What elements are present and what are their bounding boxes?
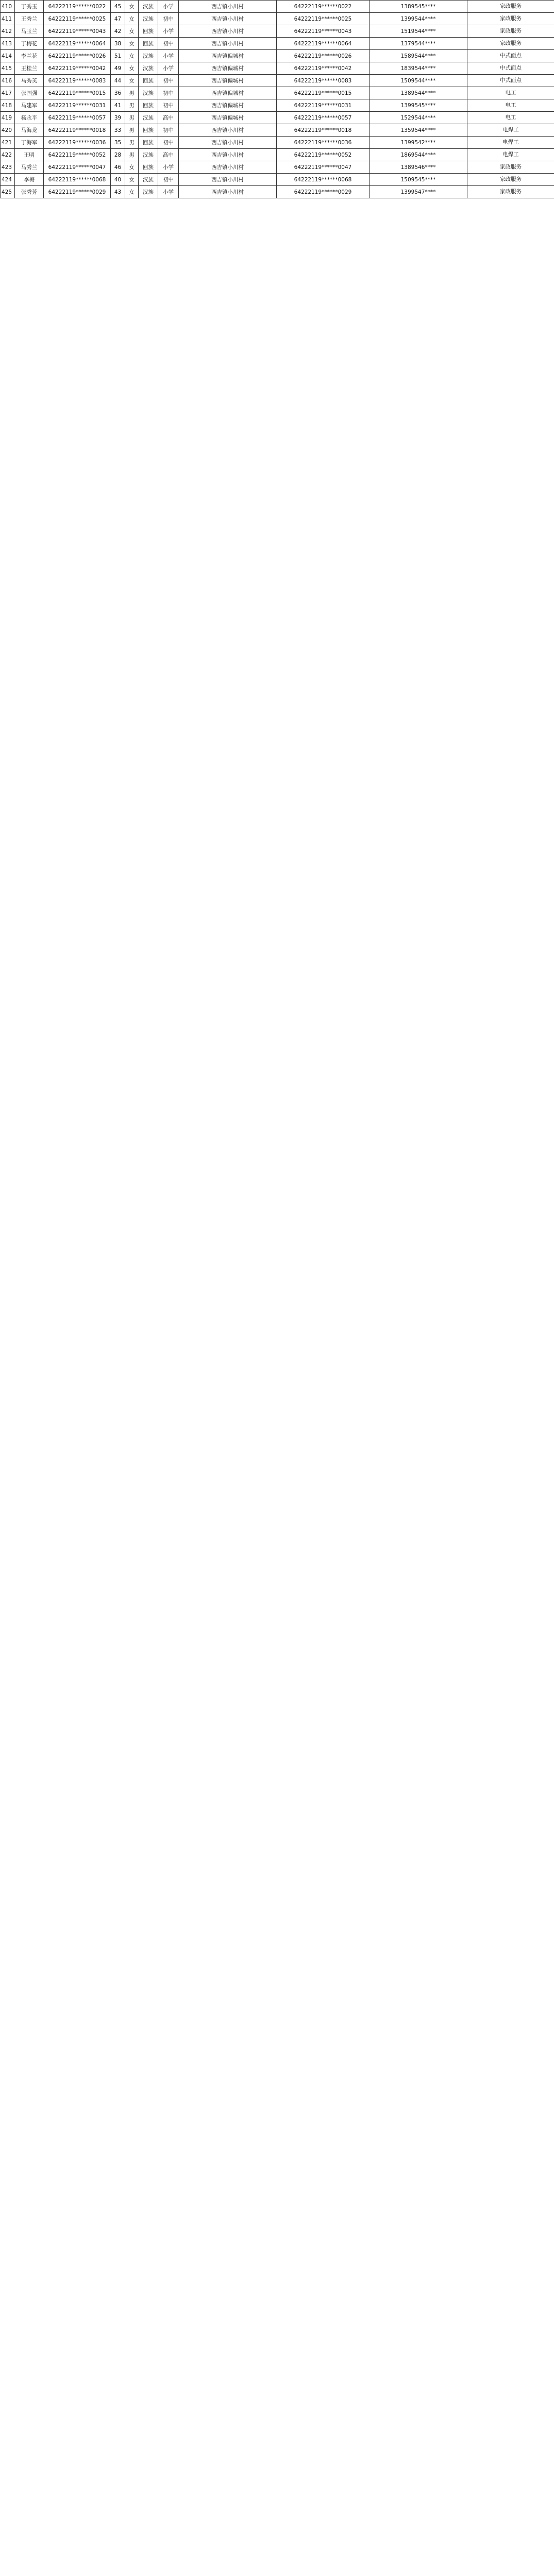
account-cell: 64222119******0057	[277, 112, 370, 124]
id-number-cell: 64222119******0068	[44, 174, 111, 186]
age-cell: 41	[111, 99, 125, 112]
address-cell: 西吉镇小川村	[179, 124, 277, 137]
account-cell: 64222119******0064	[277, 38, 370, 50]
name-cell: 张秀芳	[15, 186, 44, 198]
row-number: 412	[1, 25, 15, 38]
account-cell: 64222119******0083	[277, 75, 370, 87]
name-cell: 马秀兰	[15, 161, 44, 174]
address-cell: 西吉镇小川村	[179, 25, 277, 38]
sex-cell: 男	[125, 149, 139, 161]
name-cell: 李兰花	[15, 50, 44, 62]
name-cell: 马建军	[15, 99, 44, 112]
address-cell: 西吉镇小川村	[179, 149, 277, 161]
sex-cell: 女	[125, 186, 139, 198]
ethnicity-cell: 汉族	[139, 50, 158, 62]
education-cell: 小学	[158, 1, 179, 13]
ethnicity-cell: 回族	[139, 25, 158, 38]
education-cell: 小学	[158, 50, 179, 62]
note-cell: 电工	[467, 87, 554, 99]
age-cell: 45	[111, 1, 125, 13]
row-number: 414	[1, 50, 15, 62]
age-cell: 36	[111, 87, 125, 99]
age-cell: 28	[111, 149, 125, 161]
ethnicity-cell: 回族	[139, 38, 158, 50]
education-cell: 小学	[158, 25, 179, 38]
phone-cell: 1389545****	[370, 1, 467, 13]
account-cell: 64222119******0022	[277, 1, 370, 13]
table-row	[1, 99, 554, 112]
phone-cell: 1839544****	[370, 62, 467, 75]
name-cell: 王桂兰	[15, 62, 44, 75]
education-cell: 初中	[158, 75, 179, 87]
education-cell: 初中	[158, 13, 179, 25]
row-number: 424	[1, 174, 15, 186]
phone-cell: 1389544****	[370, 87, 467, 99]
ethnicity-cell: 回族	[139, 137, 158, 149]
age-cell: 46	[111, 161, 125, 174]
account-cell: 64222119******0043	[277, 25, 370, 38]
account-cell: 64222119******0052	[277, 149, 370, 161]
address-cell: 西吉镇小川村	[179, 38, 277, 50]
phone-cell: 1509545****	[370, 174, 467, 186]
table-row	[1, 174, 554, 186]
table-row	[1, 186, 554, 198]
age-cell: 35	[111, 137, 125, 149]
id-number-cell: 64222119******0064	[44, 38, 111, 50]
table-row	[1, 25, 554, 38]
row-number: 417	[1, 87, 15, 99]
education-cell: 初中	[158, 38, 179, 50]
name-cell: 张国强	[15, 87, 44, 99]
id-number-cell: 64222119******0029	[44, 186, 111, 198]
note-cell: 家政服务	[467, 13, 554, 25]
address-cell: 西吉镇偏城村	[179, 62, 277, 75]
name-cell: 王明	[15, 149, 44, 161]
ethnicity-cell: 汉族	[139, 149, 158, 161]
id-number-cell: 64222119******0031	[44, 99, 111, 112]
sex-cell: 女	[125, 13, 139, 25]
row-number: 419	[1, 112, 15, 124]
phone-cell: 1359544****	[370, 124, 467, 137]
table-row	[1, 87, 554, 99]
sex-cell: 女	[125, 161, 139, 174]
table-row	[1, 1, 554, 13]
id-number-cell: 64222119******0026	[44, 50, 111, 62]
id-number-cell: 64222119******0052	[44, 149, 111, 161]
sex-cell: 女	[125, 38, 139, 50]
ethnicity-cell: 汉族	[139, 1, 158, 13]
phone-cell: 1399544****	[370, 13, 467, 25]
note-cell: 电焊工	[467, 149, 554, 161]
account-cell: 64222119******0026	[277, 50, 370, 62]
table-row	[1, 38, 554, 50]
row-number: 410	[1, 1, 15, 13]
education-cell: 初中	[158, 99, 179, 112]
id-number-cell: 64222119******0022	[44, 1, 111, 13]
name-cell: 丁梅花	[15, 38, 44, 50]
note-cell: 电焊工	[467, 137, 554, 149]
ethnicity-cell: 回族	[139, 99, 158, 112]
row-number: 420	[1, 124, 15, 137]
address-cell: 西吉镇偏城村	[179, 75, 277, 87]
row-number: 415	[1, 62, 15, 75]
age-cell: 33	[111, 124, 125, 137]
note-cell: 电工	[467, 99, 554, 112]
table-row	[1, 62, 554, 75]
phone-cell: 1869544****	[370, 149, 467, 161]
education-cell: 小学	[158, 186, 179, 198]
note-cell: 家政服务	[467, 161, 554, 174]
ethnicity-cell: 汉族	[139, 62, 158, 75]
address-cell: 西吉镇小川村	[179, 161, 277, 174]
row-number: 423	[1, 161, 15, 174]
address-cell: 西吉镇偏城村	[179, 99, 277, 112]
note-cell: 家政服务	[467, 174, 554, 186]
row-number: 418	[1, 99, 15, 112]
phone-cell: 1389546****	[370, 161, 467, 174]
table-row	[1, 13, 554, 25]
name-cell: 王秀兰	[15, 13, 44, 25]
account-cell: 64222119******0042	[277, 62, 370, 75]
phone-cell: 1399542****	[370, 137, 467, 149]
note-cell: 中式面点	[467, 62, 554, 75]
address-cell: 西吉镇偏城村	[179, 112, 277, 124]
note-cell: 电焊工	[467, 124, 554, 137]
id-number-cell: 64222119******0083	[44, 75, 111, 87]
row-number: 416	[1, 75, 15, 87]
account-cell: 64222119******0047	[277, 161, 370, 174]
name-cell: 杨永平	[15, 112, 44, 124]
phone-cell: 1379544****	[370, 38, 467, 50]
note-cell: 中式面点	[467, 50, 554, 62]
roster-rows	[1, 1, 554, 198]
phone-cell: 1519544****	[370, 25, 467, 38]
name-cell: 马玉兰	[15, 25, 44, 38]
note-cell: 家政服务	[467, 1, 554, 13]
sex-cell: 男	[125, 87, 139, 99]
table-row	[1, 124, 554, 137]
ethnicity-cell: 汉族	[139, 112, 158, 124]
account-cell: 64222119******0015	[277, 87, 370, 99]
id-number-cell: 64222119******0043	[44, 25, 111, 38]
sex-cell: 女	[125, 1, 139, 13]
address-cell: 西吉镇小川村	[179, 137, 277, 149]
sex-cell: 女	[125, 62, 139, 75]
sex-cell: 女	[125, 174, 139, 186]
ethnicity-cell: 汉族	[139, 87, 158, 99]
name-cell: 丁秀玉	[15, 1, 44, 13]
sex-cell: 女	[125, 25, 139, 38]
table-row	[1, 112, 554, 124]
ethnicity-cell: 汉族	[139, 174, 158, 186]
address-cell: 西吉镇小川村	[179, 13, 277, 25]
age-cell: 40	[111, 174, 125, 186]
name-cell: 马秀英	[15, 75, 44, 87]
table-row	[1, 50, 554, 62]
table-row	[1, 149, 554, 161]
account-cell: 64222119******0036	[277, 137, 370, 149]
phone-cell: 1399545****	[370, 99, 467, 112]
age-cell: 51	[111, 50, 125, 62]
sex-cell: 男	[125, 99, 139, 112]
age-cell: 38	[111, 38, 125, 50]
education-cell: 初中	[158, 137, 179, 149]
sex-cell: 女	[125, 50, 139, 62]
sex-cell: 男	[125, 124, 139, 137]
education-cell: 小学	[158, 62, 179, 75]
account-cell: 64222119******0018	[277, 124, 370, 137]
table-row	[1, 137, 554, 149]
age-cell: 44	[111, 75, 125, 87]
education-cell: 初中	[158, 87, 179, 99]
sex-cell: 男	[125, 112, 139, 124]
address-cell: 西吉镇小川村	[179, 186, 277, 198]
ethnicity-cell: 回族	[139, 75, 158, 87]
table-row	[1, 161, 554, 174]
note-cell: 电工	[467, 112, 554, 124]
education-cell: 高中	[158, 149, 179, 161]
row-number: 413	[1, 38, 15, 50]
phone-cell: 1529544****	[370, 112, 467, 124]
id-number-cell: 64222119******0015	[44, 87, 111, 99]
table-row	[1, 75, 554, 87]
address-cell: 西吉镇偏城村	[179, 50, 277, 62]
education-cell: 初中	[158, 124, 179, 137]
id-number-cell: 64222119******0057	[44, 112, 111, 124]
sex-cell: 女	[125, 75, 139, 87]
phone-cell: 1509544****	[370, 75, 467, 87]
age-cell: 47	[111, 13, 125, 25]
age-cell: 42	[111, 25, 125, 38]
row-number: 422	[1, 149, 15, 161]
education-cell: 初中	[158, 174, 179, 186]
roster-table	[0, 0, 554, 198]
row-number: 425	[1, 186, 15, 198]
id-number-cell: 64222119******0042	[44, 62, 111, 75]
account-cell: 64222119******0025	[277, 13, 370, 25]
ethnicity-cell: 汉族	[139, 13, 158, 25]
age-cell: 39	[111, 112, 125, 124]
note-cell: 中式面点	[467, 75, 554, 87]
id-number-cell: 64222119******0036	[44, 137, 111, 149]
ethnicity-cell: 汉族	[139, 186, 158, 198]
education-cell: 小学	[158, 161, 179, 174]
address-cell: 西吉镇小川村	[179, 1, 277, 13]
phone-cell: 1589544****	[370, 50, 467, 62]
account-cell: 64222119******0068	[277, 174, 370, 186]
address-cell: 西吉镇偏城村	[179, 87, 277, 99]
sex-cell: 男	[125, 137, 139, 149]
name-cell: 丁海军	[15, 137, 44, 149]
id-number-cell: 64222119******0018	[44, 124, 111, 137]
note-cell: 家政服务	[467, 25, 554, 38]
row-number: 411	[1, 13, 15, 25]
age-cell: 49	[111, 62, 125, 75]
name-cell: 马海龙	[15, 124, 44, 137]
note-cell: 家政服务	[467, 38, 554, 50]
education-cell: 高中	[158, 112, 179, 124]
account-cell: 64222119******0031	[277, 99, 370, 112]
account-cell: 64222119******0029	[277, 186, 370, 198]
address-cell: 西吉镇小川村	[179, 174, 277, 186]
id-number-cell: 64222119******0025	[44, 13, 111, 25]
row-number: 421	[1, 137, 15, 149]
ethnicity-cell: 回族	[139, 124, 158, 137]
age-cell: 43	[111, 186, 125, 198]
name-cell: 李梅	[15, 174, 44, 186]
ethnicity-cell: 回族	[139, 161, 158, 174]
phone-cell: 1399547****	[370, 186, 467, 198]
id-number-cell: 64222119******0047	[44, 161, 111, 174]
note-cell: 家政服务	[467, 186, 554, 198]
